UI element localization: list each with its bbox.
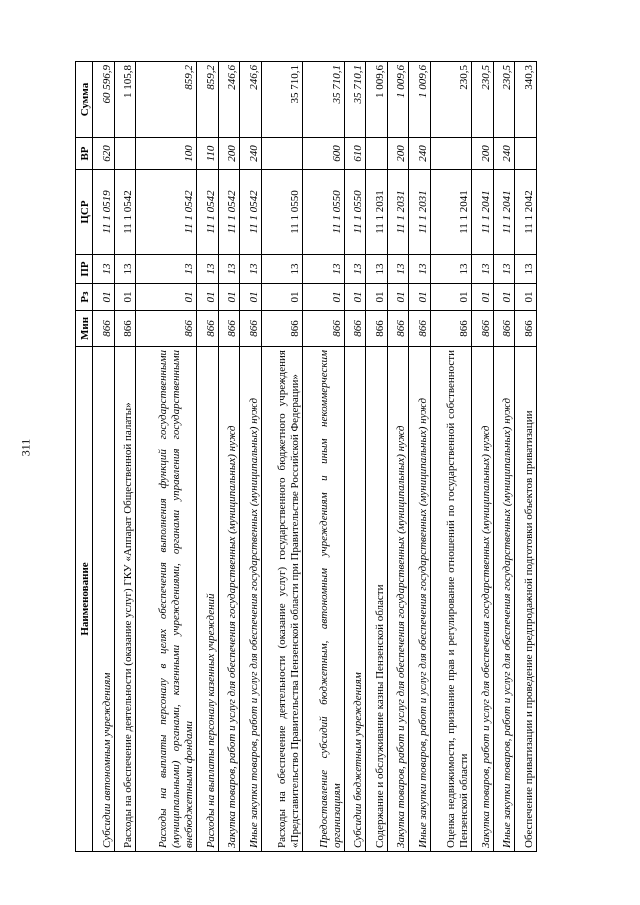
cell-csr: 11 1 2042 (515, 170, 537, 255)
cell-name: Закупка товаров, работ и услуг для обеспечения государственных (муниципальных) нужд (218, 347, 240, 852)
cell-name: Иные закупки товаров, работ и услуг для обеспечения государственных (муниципальных) нужд (409, 347, 431, 852)
cell-pr: 13 (493, 255, 515, 284)
cell-sum: 230,5 (430, 62, 471, 138)
cell-name: Содержание и обслуживание казны Пензенской области (366, 347, 388, 852)
cell-min: 866 (515, 311, 537, 347)
cell-vr (114, 138, 136, 170)
cell-rz: 01 (197, 284, 219, 311)
cell-rz: 01 (409, 284, 431, 311)
cell-name: Иные закупки товаров, работ и услуг для обеспечения государственных (муниципальных) нужд (493, 347, 515, 852)
cell-vr (366, 138, 388, 170)
cell-csr: 11 1 0550 (344, 170, 366, 255)
cell-name: Оценка недвижимости, признание прав и регулирование отношений по государственной собственности Пензенской области (430, 347, 471, 852)
header-rz: Рз (76, 284, 93, 311)
table-row (430, 62, 471, 852)
table-row (261, 62, 302, 852)
cell-sum: 246,6 (218, 62, 240, 138)
cell-min: 866 (366, 311, 388, 347)
cell-csr: 11 1 0542 (136, 170, 197, 255)
cell-pr: 13 (430, 255, 471, 284)
table-row (114, 62, 136, 852)
cell-min: 866 (261, 311, 302, 347)
cell-name: Расходы на обеспечение деятельности (оказание услуг) ГКУ «Аппарат Общественной палаты» (114, 347, 136, 852)
cell-min: 866 (218, 311, 240, 347)
cell-sum: 230,5 (493, 62, 515, 138)
header-name: Наименование (76, 347, 93, 852)
cell-pr: 13 (136, 255, 197, 284)
header-csr: ЦСР (76, 170, 93, 255)
cell-vr: 610 (344, 138, 366, 170)
cell-rz: 01 (240, 284, 262, 311)
cell-csr: 11 1 0542 (218, 170, 240, 255)
cell-sum: 859,2 (136, 62, 197, 138)
cell-pr: 13 (387, 255, 409, 284)
cell-min: 866 (472, 311, 494, 347)
cell-csr: 11 1 0519 (93, 170, 115, 255)
table-row (197, 62, 219, 852)
budget-table (75, 61, 537, 852)
cell-vr: 200 (218, 138, 240, 170)
table-row (472, 62, 494, 852)
cell-vr: 240 (240, 138, 262, 170)
cell-name: Обеспечение приватизации и проведение предпродажной подготовки объектов приватизации (515, 347, 537, 852)
cell-csr: 11 1 2041 (430, 170, 471, 255)
header-vr: ВР (76, 138, 93, 170)
cell-sum: 35 710,1 (344, 62, 366, 138)
cell-rz: 01 (344, 284, 366, 311)
table-row (240, 62, 262, 852)
cell-name: Закупка товаров, работ и услуг для обеспечения государственных (муниципальных) нужд (387, 347, 409, 852)
cell-min: 866 (114, 311, 136, 347)
cell-name: Расходы на обеспечение деятельности (оказание услуг) государственного бюджетного учреждения «Представительство Правительства Пензенской области при Правительстве Российской Федерации» (261, 347, 302, 852)
cell-csr: 11 1 0550 (261, 170, 302, 255)
table-row (93, 62, 115, 852)
cell-name: Субсидии бюджетным учреждениям (344, 347, 366, 852)
cell-sum: 1 105,8 (114, 62, 136, 138)
table-row (387, 62, 409, 852)
cell-vr: 240 (493, 138, 515, 170)
cell-csr: 11 1 0542 (197, 170, 219, 255)
cell-pr: 13 (114, 255, 136, 284)
cell-min: 866 (240, 311, 262, 347)
cell-rz: 01 (136, 284, 197, 311)
cell-rz: 01 (93, 284, 115, 311)
table-row (493, 62, 515, 852)
table-row (409, 62, 431, 852)
table-row (515, 62, 537, 852)
cell-min: 866 (303, 311, 344, 347)
cell-min: 866 (409, 311, 431, 347)
cell-min: 866 (344, 311, 366, 347)
header-sum: Сумма (76, 62, 93, 138)
cell-vr (261, 138, 302, 170)
cell-rz: 01 (430, 284, 471, 311)
cell-pr: 13 (366, 255, 388, 284)
cell-vr: 100 (136, 138, 197, 170)
header-pr: ПР (76, 255, 93, 284)
cell-min: 866 (430, 311, 471, 347)
cell-csr: 11 1 0550 (303, 170, 344, 255)
cell-sum: 35 710,1 (261, 62, 302, 138)
cell-rz: 01 (493, 284, 515, 311)
page-number: 311 (18, 438, 33, 457)
cell-pr: 13 (218, 255, 240, 284)
cell-min: 866 (387, 311, 409, 347)
cell-vr (430, 138, 471, 170)
cell-csr: 11 1 2031 (366, 170, 388, 255)
cell-sum: 60 596,9 (93, 62, 115, 138)
cell-pr: 13 (93, 255, 115, 284)
budget-table-container (75, 62, 537, 852)
cell-rz: 01 (515, 284, 537, 311)
cell-min: 866 (93, 311, 115, 347)
cell-csr: 11 1 2031 (387, 170, 409, 255)
cell-min: 866 (136, 311, 197, 347)
cell-csr: 11 1 0542 (114, 170, 136, 255)
cell-pr: 13 (515, 255, 537, 284)
cell-csr: 11 1 2041 (493, 170, 515, 255)
cell-vr: 200 (387, 138, 409, 170)
cell-name: Расходы на выплаты персоналу в целях обеспечения выполнения функций государственными (муниципальными) органами, казенными учреждениями, органами управления государственными внебюджетными фондами (136, 347, 197, 852)
cell-name: Предоставление субсидий бюджетным, автономным учреждениям и иным некоммерческим организациям (303, 347, 344, 852)
cell-pr: 13 (472, 255, 494, 284)
cell-sum: 35 710,1 (303, 62, 344, 138)
cell-csr: 11 1 2041 (472, 170, 494, 255)
cell-rz: 01 (261, 284, 302, 311)
cell-vr: 240 (409, 138, 431, 170)
cell-rz: 01 (303, 284, 344, 311)
cell-name: Иные закупки товаров, работ и услуг для обеспечения государственных (муниципальных) нужд (240, 347, 262, 852)
cell-pr: 13 (240, 255, 262, 284)
cell-vr (515, 138, 537, 170)
cell-csr: 11 1 0542 (240, 170, 262, 255)
table-row (218, 62, 240, 852)
table-row (303, 62, 344, 852)
cell-sum: 859,2 (197, 62, 219, 138)
table-row (136, 62, 197, 852)
cell-vr: 600 (303, 138, 344, 170)
header-min: Мин (76, 311, 93, 347)
cell-min: 866 (197, 311, 219, 347)
cell-pr: 13 (409, 255, 431, 284)
table-row (344, 62, 366, 852)
cell-csr: 11 1 2031 (409, 170, 431, 255)
cell-vr: 110 (197, 138, 219, 170)
cell-rz: 01 (366, 284, 388, 311)
table-header-row (76, 62, 93, 852)
cell-rz: 01 (114, 284, 136, 311)
cell-name: Субсидии автономным учреждениям (93, 347, 115, 852)
cell-sum: 230,5 (472, 62, 494, 138)
cell-vr: 200 (472, 138, 494, 170)
cell-rz: 01 (218, 284, 240, 311)
cell-sum: 1 009,6 (409, 62, 431, 138)
cell-name: Закупка товаров, работ и услуг для обеспечения государственных (муниципальных) нужд (472, 347, 494, 852)
cell-rz: 01 (472, 284, 494, 311)
cell-min: 866 (493, 311, 515, 347)
cell-pr: 13 (303, 255, 344, 284)
cell-pr: 13 (344, 255, 366, 284)
cell-pr: 13 (197, 255, 219, 284)
cell-sum: 246,6 (240, 62, 262, 138)
cell-sum: 1 009,6 (387, 62, 409, 138)
cell-sum: 340,3 (515, 62, 537, 138)
cell-sum: 1 009,6 (366, 62, 388, 138)
cell-pr: 13 (261, 255, 302, 284)
table-row (366, 62, 388, 852)
cell-name: Расходы на выплаты персоналу казенных учреждений (197, 347, 219, 852)
cell-vr: 620 (93, 138, 115, 170)
cell-rz: 01 (387, 284, 409, 311)
